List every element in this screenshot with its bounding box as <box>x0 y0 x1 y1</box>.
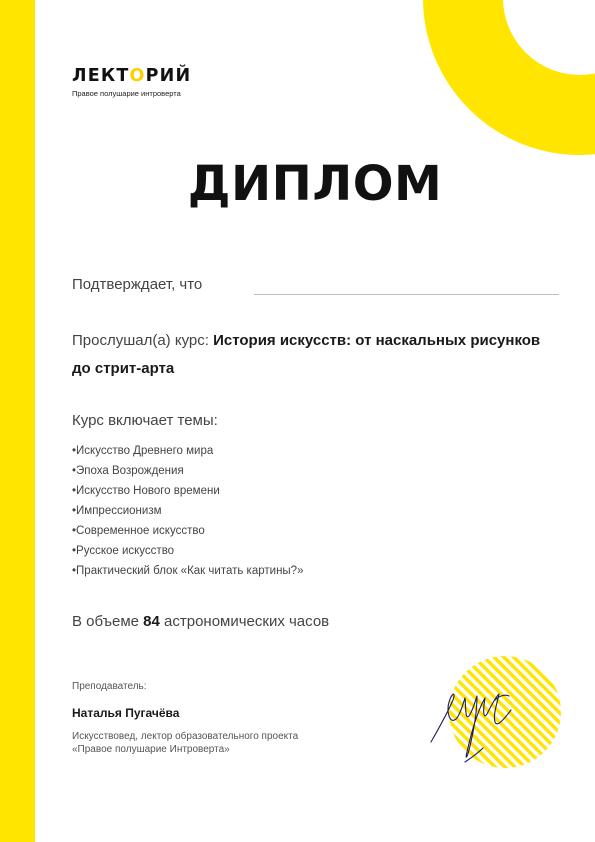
diploma-title: ДИПЛОМ <box>187 156 443 212</box>
topics-heading: Курс включает темы: <box>72 412 218 429</box>
teacher-name: Наталья Пугачёва <box>72 706 180 720</box>
signature-stamp <box>425 650 565 790</box>
logo-accent-letter: О <box>129 66 146 86</box>
teacher-heading: Преподаватель: <box>72 681 147 692</box>
hours-count: 84 <box>143 613 160 630</box>
teacher-role: Искусствовед, лектор образовательного проекта «Правое полушарие Интроверта» <box>72 731 299 755</box>
logo-tagline: Правое полушарие интроверта <box>72 88 181 98</box>
course-volume: В объеме 84 астрономических часов <box>72 613 330 630</box>
topic-item: • Современное искусство <box>72 523 303 543</box>
topic-item: • Искусство Древнего мира <box>72 443 303 463</box>
course-statement <box>72 327 552 383</box>
confirm-text: Подтверждает, что <box>72 276 203 293</box>
topic-item: • Импрессионизм <box>72 503 303 523</box>
course-name: История искусств: от наскальных рисунков до стрит-арта <box>72 332 541 377</box>
topic-item: • Русское искусство <box>72 543 303 563</box>
logo-wordmark: ЛЕКТОРИЙ <box>72 66 192 86</box>
topic-item: • Эпоха Возрождения <box>72 463 303 483</box>
topics-list <box>72 443 303 583</box>
logo <box>72 68 191 98</box>
topic-item: • Искусство Нового времени <box>72 483 303 503</box>
course-label: Прослушал(а) курс: <box>72 332 214 349</box>
recipient-name-line <box>254 294 559 295</box>
topic-item: • Практический блок «Как читать картины?» <box>72 563 303 583</box>
